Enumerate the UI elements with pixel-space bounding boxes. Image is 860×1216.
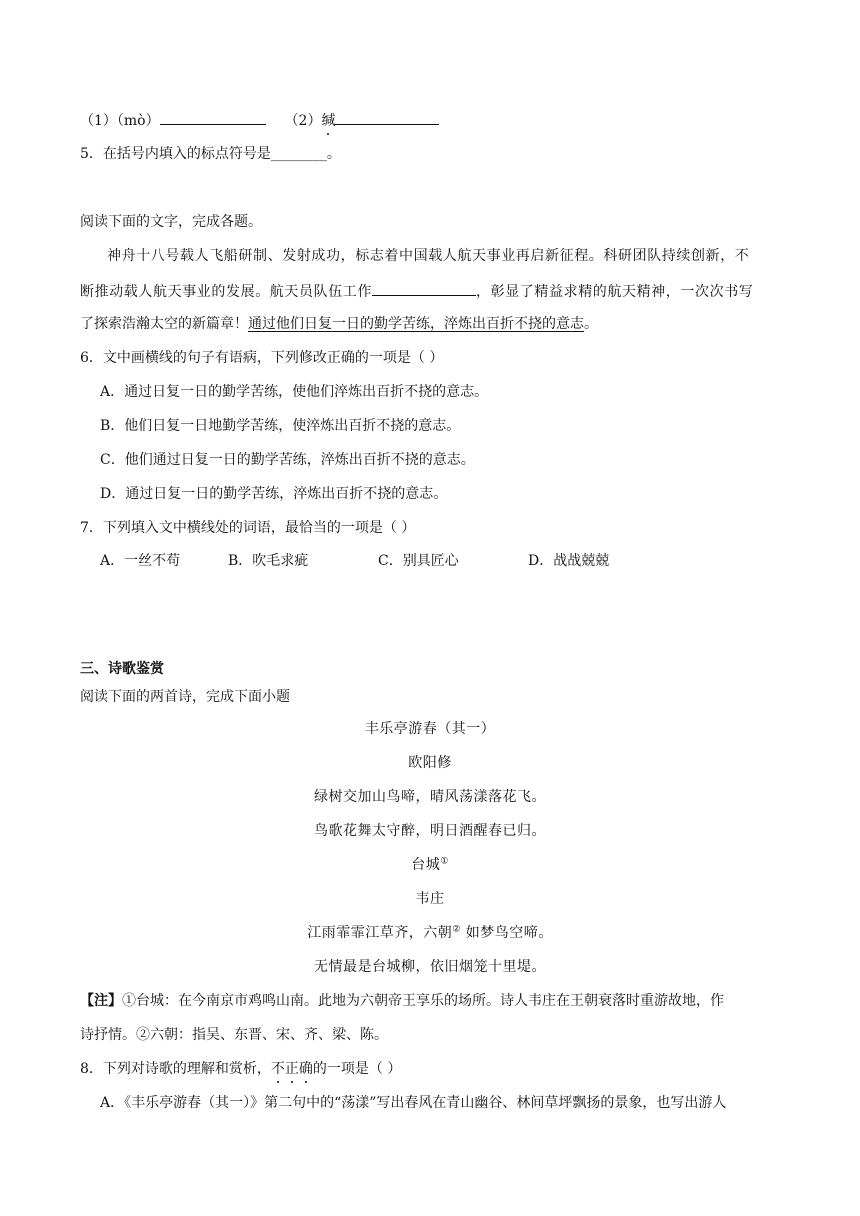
- q8-stem: [80, 1060, 401, 1078]
- poem2-author: 韦庄: [415, 891, 445, 907]
- section-intro: 阅读下面的两首诗，完成下面小题: [80, 689, 290, 705]
- q6-option-b[interactable]: B．他们日复一日地勤学苦练，使淬炼出百折不挠的意志。: [100, 418, 461, 434]
- q8-stem-a: 8．下列对诗歌的理解和赏析，: [80, 1061, 271, 1077]
- poem2-line-2: 无情最是台城柳，依旧烟笼十里堤。: [314, 959, 546, 975]
- passage-line-3-end: 。: [584, 316, 598, 332]
- q8-dotted-3: 确: [298, 1061, 313, 1077]
- passage-line-2: [80, 281, 753, 301]
- note-line-2: 诗抒情。②六朝：指吴、东晋、宋、齐、梁、陈。: [80, 1027, 388, 1043]
- poem2-line-1-a: 江雨霏霏江草齐，六朝: [307, 925, 453, 941]
- poem2-title-line: [0, 856, 860, 874]
- q4-item2-char: 缄: [321, 113, 336, 129]
- passage-line-2-b: ，彰显了精益求精的航天精神，一次次书写: [476, 284, 754, 300]
- poem2-line-1: [0, 924, 860, 942]
- q7-option-c[interactable]: C．别具匠心: [378, 553, 459, 569]
- q7-option-a[interactable]: A．一丝不苟: [100, 553, 181, 569]
- q6-option-d[interactable]: D．通过日复一日的勤学苦练，淬炼出百折不挠的意志。: [100, 486, 448, 502]
- section-heading: 三、诗歌鉴赏: [80, 661, 164, 677]
- q4-items: [80, 110, 439, 130]
- passage-line-3-a: 了探索浩瀚太空的新篇章！: [80, 316, 248, 332]
- q8-stem-b: 的一项是（ ）: [312, 1061, 402, 1077]
- poem2-line-1-b: 如梦鸟空啼。: [460, 925, 553, 941]
- q4-item2-prefix: （2）: [284, 113, 322, 129]
- passage-blank[interactable]: [372, 281, 476, 296]
- poem2-title: 台城: [411, 857, 441, 873]
- q6-option-c[interactable]: C．他们通过日复一日的勤学苦练，淬炼出百折不挠的意志。: [100, 452, 475, 468]
- q4-item1-blank[interactable]: [160, 110, 266, 125]
- q8-option-a[interactable]: A．《丰乐亭游春（其一）》第二句中的“荡漾”写出春风在青山幽谷、林间草坪飘扬的景象，也写出游人: [100, 1095, 727, 1111]
- poem1-title: 丰乐亭游春（其一）: [364, 721, 496, 737]
- q7-option-b[interactable]: B．吹毛求疵: [228, 553, 309, 569]
- q7-stem: 7．下列填入文中横线处的词语，最恰当的一项是（ ）: [80, 520, 416, 536]
- poem2-line-1-note: ②: [452, 924, 461, 935]
- poem1-line-1: 绿树交加山鸟啼，晴风荡漾落花飞。: [314, 789, 546, 805]
- note-line-1: [80, 992, 724, 1010]
- q4-item1-prefix: （1）（mò）: [80, 113, 160, 129]
- passage-line-3: [80, 315, 598, 333]
- note-text-1: ①台城：在今南京市鸡鸣山南。此地为六朝帝王享乐的场所。诗人韦庄在王朝衰落时重游故地，作: [122, 993, 724, 1009]
- note-label: 【注】: [80, 993, 122, 1009]
- q4-item2-blank[interactable]: [335, 110, 439, 125]
- q5-stem: 5．在括号内填入的标点符号是________。: [80, 146, 341, 162]
- q8-dotted-1: 不: [270, 1061, 285, 1077]
- passage-line-2-a: 断推动载人航天事业的发展。航天员队伍工作: [80, 284, 372, 300]
- passage-line-1: 神舟十八号载人飞船研制、发射成功，标志着中国载人航天事业再启新征程。科研团队持续创新，不: [107, 248, 750, 264]
- q6-option-a[interactable]: A．通过日复一日的勤学苦练，使他们淬炼出百折不挠的意志。: [100, 384, 489, 400]
- q7-option-d[interactable]: D．战战兢兢: [528, 553, 610, 569]
- poem2-title-note: ①: [440, 856, 449, 867]
- q8-dotted-2: 正: [284, 1061, 299, 1077]
- poem1-author: 欧阳修: [408, 755, 452, 771]
- underlined-sentence: 通过他们日复一日的勤学苦练，淬炼出百折不挠的意志: [248, 316, 584, 332]
- poem1-line-2: 鸟歌花舞太守醉，明日酒醒春已归。: [314, 823, 546, 839]
- q6-stem: 6．文中画横线的句子有语病，下列修改正确的一项是（ ）: [80, 350, 444, 366]
- passage-intro: 阅读下面的文字，完成各题。: [80, 214, 262, 230]
